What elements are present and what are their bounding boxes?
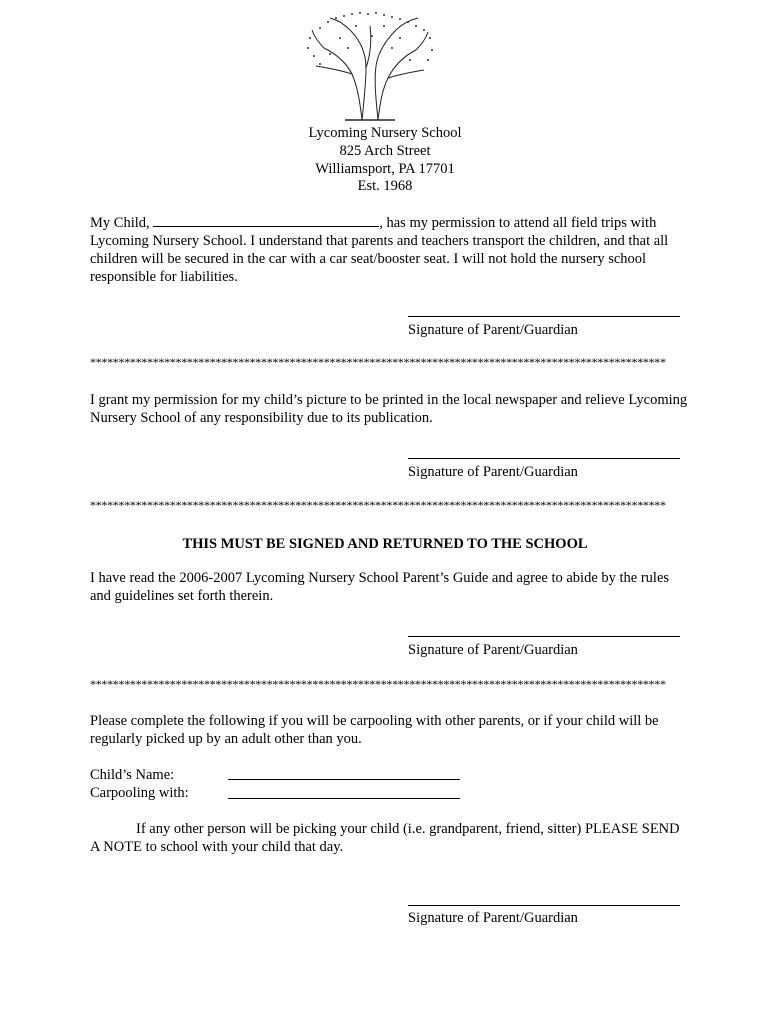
field-trip-lead: My Child, (90, 215, 154, 231)
school-street: 825 Arch Street (339, 143, 431, 159)
carpool-intro-paragraph: Please complete the following if you will be carpooling with other parents, or if your child will be regularly picked up by an adult other than you. (90, 713, 659, 747)
photo-permission-paragraph: I grant my permission for my child’s picture to be printed in the local newspaper and relieve Lycoming Nursery School of any responsibility due to its publication. (90, 392, 688, 426)
carpool-note-paragraph: If any other person will be picking your child (i.e. grandparent, friend, sitter) PLEASE SEND A NOTE to school with your child that day. (90, 821, 680, 855)
field-trip-text-2: Lycoming Nursery School. I understand that parents and teachers transport the children, and that all children will be secured in the car with a car seat/booster seat. I will not hold the nursery school responsible for liabilities. (90, 233, 669, 285)
carpooling-with-field[interactable] (228, 798, 460, 799)
field-trip-text-1: , has my permission to attend all field trips with (379, 215, 657, 231)
return-heading: THIS MUST BE SIGNED AND RETURNED TO THE SCHOOL (182, 536, 588, 552)
separator-3: ***************************************************************************************************** (90, 677, 666, 691)
separator-2: ***************************************************************************************************** (90, 498, 666, 512)
childs-name-field[interactable] (228, 779, 460, 780)
signature-label-4: Signature of Parent/Guardian (408, 910, 578, 926)
signature-label-3: Signature of Parent/Guardian (408, 642, 578, 658)
tree-logo-icon (300, 8, 440, 123)
carpooling-with-label: Carpooling with: (90, 785, 189, 801)
field-trip-paragraph (90, 212, 690, 286)
school-city: Williamsport, PA 17701 (315, 161, 455, 177)
child-name-blank[interactable] (153, 212, 379, 227)
parent-guide-paragraph: I have read the 2006-2007 Lycoming Nursery School Parent’s Guide and agree to abide by the rules and guidelines set forth therein. (90, 570, 670, 604)
signature-line-1[interactable] (408, 316, 680, 317)
separator-1: ***************************************************************************************************** (90, 355, 666, 369)
signature-line-4[interactable] (408, 905, 680, 906)
signature-label-1: Signature of Parent/Guardian (408, 322, 578, 338)
signature-label-2: Signature of Parent/Guardian (408, 464, 578, 480)
childs-name-label: Child’s Name: (90, 767, 175, 783)
school-name: Lycoming Nursery School (308, 125, 462, 141)
signature-line-2[interactable] (408, 458, 680, 459)
signature-line-3[interactable] (408, 636, 680, 637)
school-established: Est. 1968 (357, 178, 413, 194)
